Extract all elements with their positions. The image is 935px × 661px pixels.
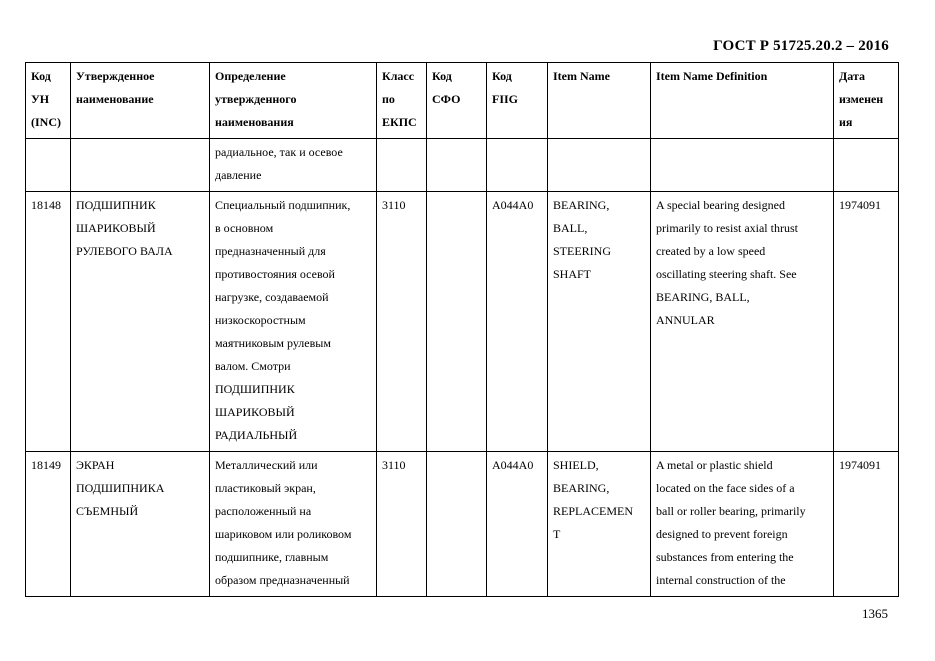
cell-definition: радиальное, так и осевое давление: [210, 139, 377, 192]
cell-item-name: [548, 139, 651, 192]
cell-item-definition: A special bearing designed primarily to resist axial thrust created by a low speed oscillating steering shaft. See BEARING, BALL, ANNULAR: [651, 192, 834, 452]
cell-fiig: A044A0: [487, 452, 548, 597]
page-number: 1365: [862, 606, 888, 621]
cell-fiig: [487, 139, 548, 192]
table-row: [26, 139, 899, 192]
cell-item-name: SHIELD, BEARING, REPLACEMEN T: [548, 452, 651, 597]
col-header-definition: Определение утвержденного наименования: [210, 63, 377, 139]
cell-change-date: 1974091: [834, 192, 899, 452]
cell-definition: Металлический или пластиковый экран, расположенный на шариковом или роликовом подшипнике, главным образом предназначенный: [210, 452, 377, 597]
cell-inc: 18148: [26, 192, 71, 452]
col-header-inc: Код УН (INC): [26, 63, 71, 139]
cell-item-definition: [651, 139, 834, 192]
cell-change-date: [834, 139, 899, 192]
cell-sfo: [427, 452, 487, 597]
cell-item-definition: A metal or plastic shield located on the face sides of a ball or roller bearing, primarily designed to prevent foreign substances from entering the internal construction of the: [651, 452, 834, 597]
col-header-sfo: Код СФО: [427, 63, 487, 139]
col-header-item-definition: Item Name Definition: [651, 63, 834, 139]
cell-sfo: [427, 139, 487, 192]
cell-item-name: BEARING, BALL, STEERING SHAFT: [548, 192, 651, 452]
cell-class: 3110: [377, 452, 427, 597]
table-row: [26, 192, 899, 452]
cell-inc: 18149: [26, 452, 71, 597]
table-row: [26, 452, 899, 597]
cell-class: 3110: [377, 192, 427, 452]
catalog-table: [25, 62, 899, 597]
col-header-fiig: Код FIIG: [487, 63, 548, 139]
cell-change-date: 1974091: [834, 452, 899, 597]
table-header-row: [26, 63, 899, 139]
cell-approved-name: ПОДШИПНИК ШАРИКОВЫЙ РУЛЕВОГО ВАЛА: [71, 192, 210, 452]
col-header-approved-name: Утвержденное наименование: [71, 63, 210, 139]
col-header-class: Класс по ЕКПС: [377, 63, 427, 139]
cell-inc: [26, 139, 71, 192]
col-header-item-name: Item Name: [548, 63, 651, 139]
cell-fiig: A044A0: [487, 192, 548, 452]
cell-definition: Специальный подшипник, в основном предназначенный для противостояния осевой нагрузке, создаваемой низкоскоростным маятниковым рулевым валом. Смотри ПОДШИПНИК ШАРИКОВЫЙ РАДИАЛЬНЫЙ: [210, 192, 377, 452]
cell-sfo: [427, 192, 487, 452]
cell-approved-name: [71, 139, 210, 192]
col-header-change-date: Дата изменен ия: [834, 63, 899, 139]
document-title: ГОСТ Р 51725.20.2 – 2016: [713, 38, 889, 54]
cell-approved-name: ЭКРАН ПОДШИПНИКА СЪЕМНЫЙ: [71, 452, 210, 597]
cell-class: [377, 139, 427, 192]
